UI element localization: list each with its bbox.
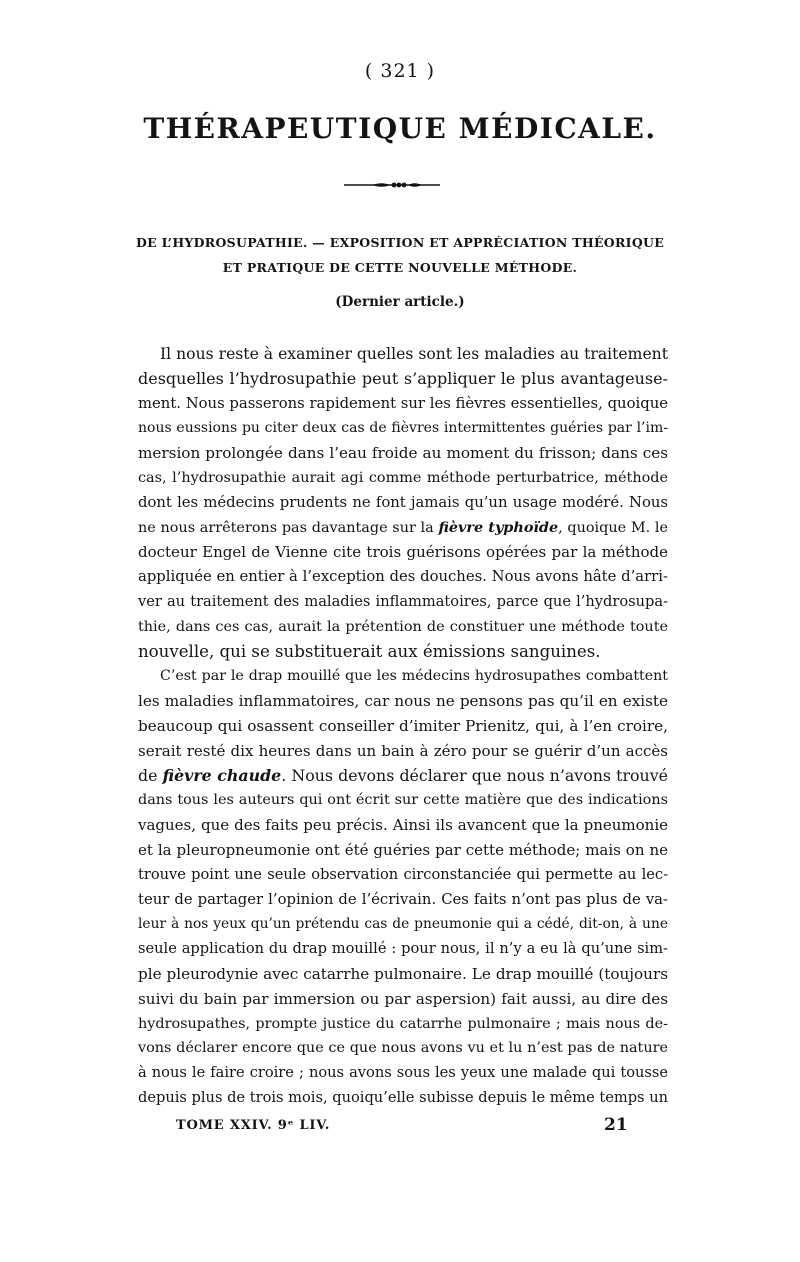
text-run: , quoique M. le bbox=[558, 519, 668, 536]
section-title: THÉRAPEUTIQUE MÉDICALE. bbox=[143, 112, 657, 145]
text-line: cas, l’hydrosupathie aurait agi comme méthode perturbatrice, méthode bbox=[138, 469, 668, 486]
text-line: ple pleurodynie avec catarrhe pulmonaire. Le drap mouillé (toujours bbox=[138, 964, 668, 983]
text-line: dont les médecins prudents ne font jamais qu’un usage modéré. Nous bbox=[138, 493, 668, 511]
text-line: appliquée en entier à l’exception des douches. Nous avons hâte d’arri- bbox=[138, 568, 668, 586]
text-line: desquelles l’hydrosupathie peut s’appliquer le plus avantageuse- bbox=[138, 368, 668, 388]
text-line: ment. Nous passerons rapidement sur les fièvres essentielles, quoique bbox=[138, 394, 668, 412]
subtitle-line: DE L’HYDROSUPATHIE. — EXPOSITION ET APPRÉCIATION THÉORIQUE bbox=[135, 235, 665, 250]
text-line bbox=[138, 516, 668, 541]
text-line: docteur Engel de Vienne cite trois guérisons opérées par la méthode bbox=[138, 543, 668, 562]
text-line: dans tous les auteurs qui ont écrit sur cette matière que des indications bbox=[138, 792, 668, 809]
text-line: les maladies inflammatoires, car nous ne pensons pas qu’il en existe bbox=[138, 692, 668, 711]
text-line: à nous le faire croire ; nous avons sous les yeux une malade qui tousse bbox=[138, 1064, 668, 1082]
text-line: trouve point une seule observation circonstanciée qui permette au lec- bbox=[138, 865, 668, 883]
text-line: depuis plus de trois mois, quoiqu’elle subisse depuis le même temps un bbox=[138, 1088, 668, 1106]
body-text bbox=[138, 342, 668, 1111]
text-line: mersion prolongée dans l’eau froide au moment du frisson; dans ces bbox=[138, 444, 668, 463]
text-line: nouvelle, qui se substituerait aux émissions sanguines. bbox=[138, 641, 601, 661]
italic-term: fièvre chaude bbox=[162, 765, 282, 785]
subtitle-line: ET PRATIQUE DE CETTE NOUVELLE MÉTHODE. bbox=[222, 260, 578, 275]
text-line: serait resté dix heures dans un bain à zéro pour se guérir d’un accès bbox=[138, 741, 668, 760]
text-line: hydrosupathes, prompte justice du catarrhe pulmonaire ; mais nous de- bbox=[138, 1015, 668, 1032]
page-footer bbox=[0, 1115, 800, 1142]
text-line: et la pleuropneumonie ont été guéries par cette méthode; mais on ne bbox=[138, 840, 668, 859]
text-line: beaucoup qui osassent conseiller d’imiter Prienitz, qui, à l’en croire, bbox=[138, 716, 668, 735]
text-line: leur à nos yeux qu’un prétendu cas de pneumonie qui a cédé, dit-on, à une bbox=[138, 916, 668, 933]
text-line: Il nous reste à examiner quelles sont les maladies au traitement bbox=[160, 345, 668, 363]
text-line: C’est par le drap mouillé que les médecins hydrosupathes combattent bbox=[160, 668, 668, 685]
text-run: de bbox=[138, 765, 163, 785]
ornament-divider bbox=[342, 182, 442, 188]
text-line: suivi du bain par immersion ou par aspersion) fait aussi, au dire des bbox=[138, 989, 668, 1008]
article-note: (Dernier article.) bbox=[335, 294, 465, 310]
text-line: vagues, que des faits peu précis. Ainsi ils avancent que la pneumonie bbox=[138, 816, 668, 835]
volume-signature: TOME XXIV. 9ᵉ LIV. bbox=[176, 1118, 331, 1133]
article-subtitle bbox=[0, 230, 800, 280]
text-line: nous eussions pu citer deux cas de fièvres intermittentes guéries par l’im- bbox=[138, 420, 668, 437]
text-line: teur de partager l’opinion de l’écrivain. Ces faits n’ont pas plus de va- bbox=[138, 890, 668, 908]
page-number: ( 321 ) bbox=[364, 60, 436, 82]
text-line bbox=[138, 764, 668, 789]
text-line: thie, dans ces cas, aurait la prétention de constituer une méthode toute bbox=[138, 618, 668, 635]
text-run: ne nous arrêterons pas davantage sur la bbox=[138, 519, 439, 536]
text-run: . Nous devons déclarer que nous n’avons trouvé bbox=[281, 765, 668, 785]
text-line: ver au traitement des maladies inflammatoires, parce que l’hydrosupa- bbox=[138, 592, 668, 610]
text-line: vons déclarer encore que ce que nous avons vu et lu n’est pas de nature bbox=[138, 1040, 668, 1057]
italic-term: fièvre typhoïde bbox=[438, 518, 559, 536]
sheet-number: 21 bbox=[604, 1115, 628, 1135]
text-line: seule application du drap mouillé : pour nous, il n’y a eu là qu’une sim- bbox=[138, 940, 668, 958]
